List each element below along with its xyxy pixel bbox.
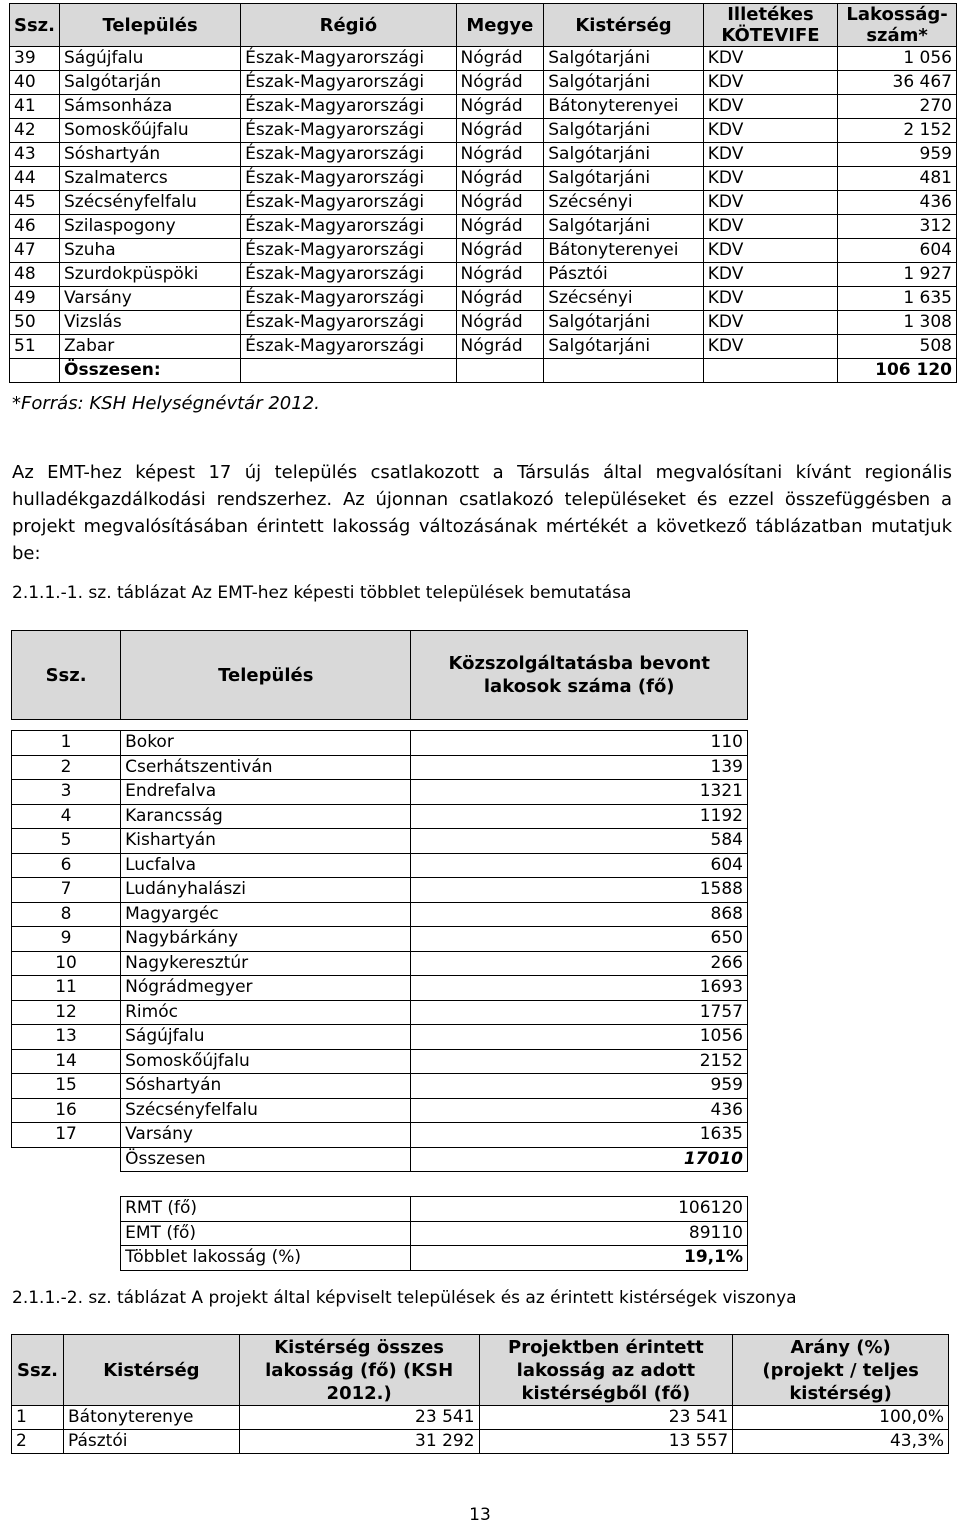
cell-ssz: 2 (12, 755, 121, 780)
settlements-table (9, 3, 957, 383)
cell-lakosok: 1588 (411, 878, 748, 903)
cell-lakossag: 1 308 (838, 311, 957, 335)
cell-lakossag: 481 (838, 167, 957, 191)
cell-telepules: Szilaspogony (60, 215, 241, 239)
summary-empty-cell (12, 1197, 121, 1222)
cell-megye: Nógrád (456, 263, 544, 287)
cell-lakossag: 436 (838, 191, 957, 215)
cell-regio: Észak-Magyarországi (241, 215, 456, 239)
cell-lakosok: 1635 (411, 1123, 748, 1148)
col-header-erintett-lakossag (479, 1335, 733, 1406)
cell-ssz: 10 (12, 951, 121, 976)
cell-telepules: Cserhátszentiván (121, 755, 411, 780)
table-row (12, 1430, 949, 1454)
cell-telepules: Zabar (60, 335, 241, 359)
cell-erintett-lakossag: 23 541 (479, 1406, 733, 1430)
table-row (12, 1025, 748, 1050)
cell-telepules: Bokor (121, 731, 411, 756)
table-row (12, 1098, 748, 1123)
cell-lakossag: 604 (838, 239, 957, 263)
summary-row (12, 1197, 748, 1222)
cell-illetekes: KDV (703, 191, 837, 215)
table-row (12, 804, 748, 829)
cell-lakossag: 270 (838, 95, 957, 119)
col-header-erintett-line1: Projektben érintett (508, 1336, 704, 1358)
cell-kisterseg: Salgótarjáni (544, 71, 704, 95)
source-note: *Forrás: KSH Helységnévtár 2012. (12, 393, 320, 414)
total-empty-cell (456, 359, 544, 383)
cell-telepules: Nagybárkány (121, 927, 411, 952)
cell-regio: Észak-Magyarországi (241, 47, 456, 71)
cell-lakosok: 650 (411, 927, 748, 952)
col-header-illetekes-line2: KÖTEVIFE (721, 25, 820, 46)
cell-megye: Nógrád (456, 119, 544, 143)
cell-ssz: 40 (10, 71, 60, 95)
cell-illetekes: KDV (703, 287, 837, 311)
col-header-erintett-line2: lakosság az adott (516, 1359, 696, 1381)
col-header-lakosok-line1: Közszolgáltatásba bevont (448, 653, 710, 674)
cell-kisterseg: Salgótarjáni (544, 143, 704, 167)
cell-telepules: Szalmatercs (60, 167, 241, 191)
cell-kisterseg: Bátonyterenyei (544, 95, 704, 119)
cell-regio: Észak-Magyarországi (241, 311, 456, 335)
cell-megye: Nógrád (456, 311, 544, 335)
col-header-lakossag (838, 4, 957, 47)
cell-megye: Nógrád (456, 335, 544, 359)
col-header-kisterseg: Kistérség (63, 1335, 239, 1406)
cell-kisterseg: Bátonyterenye (63, 1406, 239, 1430)
cell-telepules: Endrefalva (121, 780, 411, 805)
cell-ssz: 3 (12, 780, 121, 805)
table-row (12, 927, 748, 952)
cell-ssz: 4 (12, 804, 121, 829)
cell-lakosok: 1321 (411, 780, 748, 805)
cell-telepules: Szuha (60, 239, 241, 263)
cell-erintett-lakossag: 13 557 (479, 1430, 733, 1454)
cell-lakosok: 959 (411, 1074, 748, 1099)
cell-illetekes: KDV (703, 263, 837, 287)
cell-telepules: Ludányhalászi (121, 878, 411, 903)
cell-illetekes: KDV (703, 71, 837, 95)
cell-regio: Észak-Magyarországi (241, 71, 456, 95)
cell-ssz: 5 (12, 829, 121, 854)
table-row (12, 878, 748, 903)
table-header-row (12, 631, 748, 720)
cell-megye: Nógrád (456, 71, 544, 95)
cell-ssz: 50 (10, 311, 60, 335)
cell-ssz: 12 (12, 1000, 121, 1025)
cell-osszes-lakossag: 31 292 (239, 1430, 479, 1454)
cell-lakosok: 868 (411, 902, 748, 927)
settlements-table-body (10, 47, 957, 359)
cell-lakossag: 508 (838, 335, 957, 359)
spacer-row (12, 1172, 748, 1197)
cell-telepules: Karancsság (121, 804, 411, 829)
table-row (12, 1123, 748, 1148)
cell-arany: 100,0% (733, 1406, 949, 1430)
col-header-lakosok (411, 631, 748, 720)
col-header-arany (733, 1335, 949, 1406)
cell-kisterseg: Pásztói (63, 1430, 239, 1454)
summary-empty-cell (12, 1246, 121, 1271)
cell-ssz: 39 (10, 47, 60, 71)
cell-illetekes: KDV (703, 47, 837, 71)
cell-megye: Nógrád (456, 215, 544, 239)
cell-ssz: 1 (12, 1406, 64, 1430)
cell-ssz: 16 (12, 1098, 121, 1123)
table-row (12, 1049, 748, 1074)
cell-ssz: 41 (10, 95, 60, 119)
cell-lakosok: 1056 (411, 1025, 748, 1050)
cell-lakossag: 1 635 (838, 287, 957, 311)
col-header-arany-line3: kistérség) (789, 1382, 892, 1404)
cell-telepules: Somoskőújfalu (121, 1049, 411, 1074)
cell-kisterseg: Szécsényi (544, 287, 704, 311)
total-value: 17010 (411, 1147, 748, 1172)
cell-illetekes: KDV (703, 167, 837, 191)
cell-telepules: Somoskőújfalu (60, 119, 241, 143)
table-row (12, 976, 748, 1001)
col-header-kisterseg: Kistérség (544, 4, 704, 47)
col-header-megye: Megye (456, 4, 544, 47)
cell-lakosok: 584 (411, 829, 748, 854)
cell-telepules: Magyargéc (121, 902, 411, 927)
col-header-ssz: Ssz. (12, 1335, 64, 1406)
cell-kisterseg: Szécsényi (544, 191, 704, 215)
cell-kisterseg: Salgótarjáni (544, 215, 704, 239)
cell-lakossag: 1 927 (838, 263, 957, 287)
new-settlements-body (12, 731, 748, 1148)
cell-megye: Nógrád (456, 167, 544, 191)
summary-label: RMT (fő) (121, 1197, 411, 1222)
total-label: Összesen: (60, 359, 241, 383)
page-number: 13 (469, 1505, 491, 1525)
total-value: 106 120 (838, 359, 957, 383)
col-header-arany-line2: (projekt / teljes (762, 1359, 919, 1381)
cell-ssz: 2 (12, 1430, 64, 1454)
table-row (10, 95, 957, 119)
table-caption-2: 2.1.1.-2. sz. táblázat A projekt által képviselt települések és az érintett kistérségek viszonya (12, 1288, 797, 1308)
cell-kisterseg: Salgótarjáni (544, 167, 704, 191)
new-settlements-table (11, 630, 748, 1271)
col-header-osszes-line2: lakosság (fő) (KSH (265, 1359, 454, 1381)
cell-kisterseg: Salgótarjáni (544, 47, 704, 71)
col-header-illetekes (703, 4, 837, 47)
cell-illetekes: KDV (703, 239, 837, 263)
cell-regio: Észak-Magyarországi (241, 287, 456, 311)
col-header-illetekes-line1: Illetékes (727, 4, 814, 25)
cell-lakosok: 266 (411, 951, 748, 976)
summary-value: 106120 (411, 1197, 748, 1222)
summary-value: 89110 (411, 1221, 748, 1246)
cell-ssz: 42 (10, 119, 60, 143)
cell-kisterseg: Bátonyterenyei (544, 239, 704, 263)
cell-ssz: 17 (12, 1123, 121, 1148)
cell-ssz: 51 (10, 335, 60, 359)
col-header-regio: Régió (241, 4, 456, 47)
total-empty-cell (703, 359, 837, 383)
cell-regio: Észak-Magyarországi (241, 143, 456, 167)
cell-ssz: 8 (12, 902, 121, 927)
cell-lakossag: 2 152 (838, 119, 957, 143)
cell-illetekes: KDV (703, 215, 837, 239)
table-row (12, 1000, 748, 1025)
cell-regio: Észak-Magyarországi (241, 263, 456, 287)
cell-kisterseg: Salgótarjáni (544, 335, 704, 359)
total-empty-cell (12, 1147, 121, 1172)
cell-telepules: Rimóc (121, 1000, 411, 1025)
summary-empty-cell (12, 1221, 121, 1246)
table-total-row (12, 1147, 748, 1172)
col-header-lakosok-line2: lakosok száma (fő) (483, 676, 675, 697)
table-caption-1: 2.1.1.-1. sz. táblázat Az EMT-hez képesti többlet települések bemutatása (12, 583, 632, 603)
cell-lakosok: 110 (411, 731, 748, 756)
kisterseg-table (11, 1334, 949, 1454)
cell-regio: Észak-Magyarországi (241, 95, 456, 119)
cell-lakossag: 1 056 (838, 47, 957, 71)
cell-telepules: Szécsényfelfalu (121, 1098, 411, 1123)
cell-regio: Észak-Magyarországi (241, 239, 456, 263)
table-row (12, 902, 748, 927)
body-paragraph: Az EMT-hez képest 17 új település csatlakozott a Társulás által megvalósítani kívánt regionális hulladékgazdálkodási rendszerhez. Az újonnan csatlakozó településeket és ezzel összefüggésben a projekt megvalósításában érintett lakosság változásának mértékét a következő táblázatban mutatjuk be: (12, 462, 952, 564)
summary-label: Többlet lakosság (%) (121, 1246, 411, 1271)
total-empty-cell (241, 359, 456, 383)
cell-regio: Észak-Magyarországi (241, 167, 456, 191)
total-label: Összesen (121, 1147, 411, 1172)
cell-telepules: Nagykeresztúr (121, 951, 411, 976)
table-row (10, 191, 957, 215)
table-row (12, 829, 748, 854)
table-row (10, 143, 957, 167)
table-row (10, 287, 957, 311)
cell-lakosok: 2152 (411, 1049, 748, 1074)
cell-telepules: Ságújfalu (60, 47, 241, 71)
table-row (10, 335, 957, 359)
cell-megye: Nógrád (456, 239, 544, 263)
cell-illetekes: KDV (703, 335, 837, 359)
cell-telepules: Kishartyán (121, 829, 411, 854)
cell-telepules: Sóshartyán (60, 143, 241, 167)
cell-telepules: Vizslás (60, 311, 241, 335)
cell-lakosok: 604 (411, 853, 748, 878)
table-header-row (10, 4, 957, 47)
table-row (10, 167, 957, 191)
cell-illetekes: KDV (703, 311, 837, 335)
cell-lakossag: 959 (838, 143, 957, 167)
col-header-telepules: Település (121, 631, 411, 720)
cell-megye: Nógrád (456, 47, 544, 71)
cell-regio: Észak-Magyarországi (241, 119, 456, 143)
cell-telepules: Nógrádmegyer (121, 976, 411, 1001)
summary-row (12, 1221, 748, 1246)
cell-ssz: 14 (12, 1049, 121, 1074)
cell-arany: 43,3% (733, 1430, 949, 1454)
cell-ssz: 47 (10, 239, 60, 263)
table-row (12, 755, 748, 780)
cell-ssz: 11 (12, 976, 121, 1001)
table-total-row (10, 359, 957, 383)
cell-kisterseg: Salgótarjáni (544, 119, 704, 143)
cell-telepules: Varsány (121, 1123, 411, 1148)
cell-regio: Észak-Magyarországi (241, 335, 456, 359)
table-row (10, 47, 957, 71)
col-header-lakossag-line1: Lakosság- (846, 4, 948, 25)
cell-illetekes: KDV (703, 143, 837, 167)
table-header-row (12, 1335, 949, 1406)
cell-illetekes: KDV (703, 95, 837, 119)
col-header-erintett-line3: kistérségből (fő) (521, 1382, 691, 1404)
cell-lakosok: 436 (411, 1098, 748, 1123)
cell-telepules: Sámsonháza (60, 95, 241, 119)
cell-telepules: Salgótarján (60, 71, 241, 95)
cell-telepules: Ságújfalu (121, 1025, 411, 1050)
cell-lakosok: 1192 (411, 804, 748, 829)
table-row (10, 263, 957, 287)
table-row (10, 311, 957, 335)
table-row (12, 1406, 949, 1430)
cell-ssz: 6 (12, 853, 121, 878)
cell-megye: Nógrád (456, 143, 544, 167)
total-empty-cell (10, 359, 60, 383)
table-row (10, 119, 957, 143)
cell-ssz: 9 (12, 927, 121, 952)
table-row (10, 239, 957, 263)
cell-telepules: Sóshartyán (121, 1074, 411, 1099)
summary-label: EMT (fő) (121, 1221, 411, 1246)
cell-kisterseg: Pásztói (544, 263, 704, 287)
table-row (12, 1074, 748, 1099)
table-row (12, 780, 748, 805)
cell-illetekes: KDV (703, 119, 837, 143)
cell-megye: Nógrád (456, 287, 544, 311)
cell-ssz: 49 (10, 287, 60, 311)
cell-telepules: Szécsényfelfalu (60, 191, 241, 215)
cell-ssz: 46 (10, 215, 60, 239)
cell-ssz: 44 (10, 167, 60, 191)
col-header-lakossag-line2: szám* (866, 25, 928, 46)
table-row (12, 951, 748, 976)
cell-ssz: 48 (10, 263, 60, 287)
col-header-telepules: Település (60, 4, 241, 47)
cell-telepules: Lucfalva (121, 853, 411, 878)
population-summary (12, 1197, 748, 1271)
table-row (10, 71, 957, 95)
cell-ssz: 7 (12, 878, 121, 903)
col-header-osszes-lakossag (239, 1335, 479, 1406)
table-row (12, 853, 748, 878)
cell-ssz: 13 (12, 1025, 121, 1050)
summary-value: 19,1% (411, 1246, 748, 1271)
col-header-osszes-line3: 2012.) (326, 1382, 392, 1404)
kisterseg-body (12, 1406, 949, 1454)
spacer-row (12, 720, 748, 731)
col-header-arany-line1: Arány (%) (790, 1336, 891, 1358)
cell-telepules: Szurdokpüspöki (60, 263, 241, 287)
cell-megye: Nógrád (456, 95, 544, 119)
cell-telepules: Varsány (60, 287, 241, 311)
cell-lakosok: 139 (411, 755, 748, 780)
cell-megye: Nógrád (456, 191, 544, 215)
col-header-ssz: Ssz. (10, 4, 60, 47)
cell-lakossag: 36 467 (838, 71, 957, 95)
cell-ssz: 43 (10, 143, 60, 167)
cell-kisterseg: Salgótarjáni (544, 311, 704, 335)
col-header-ssz: Ssz. (12, 631, 121, 720)
cell-lakosok: 1693 (411, 976, 748, 1001)
cell-ssz: 15 (12, 1074, 121, 1099)
total-empty-cell (544, 359, 704, 383)
summary-row (12, 1246, 748, 1271)
cell-ssz: 45 (10, 191, 60, 215)
col-header-osszes-line1: Kistérség összes (274, 1336, 445, 1358)
cell-ssz: 1 (12, 731, 121, 756)
cell-regio: Észak-Magyarországi (241, 191, 456, 215)
table-row (10, 215, 957, 239)
cell-lakosok: 1757 (411, 1000, 748, 1025)
cell-osszes-lakossag: 23 541 (239, 1406, 479, 1430)
cell-lakossag: 312 (838, 215, 957, 239)
table-row (12, 731, 748, 756)
